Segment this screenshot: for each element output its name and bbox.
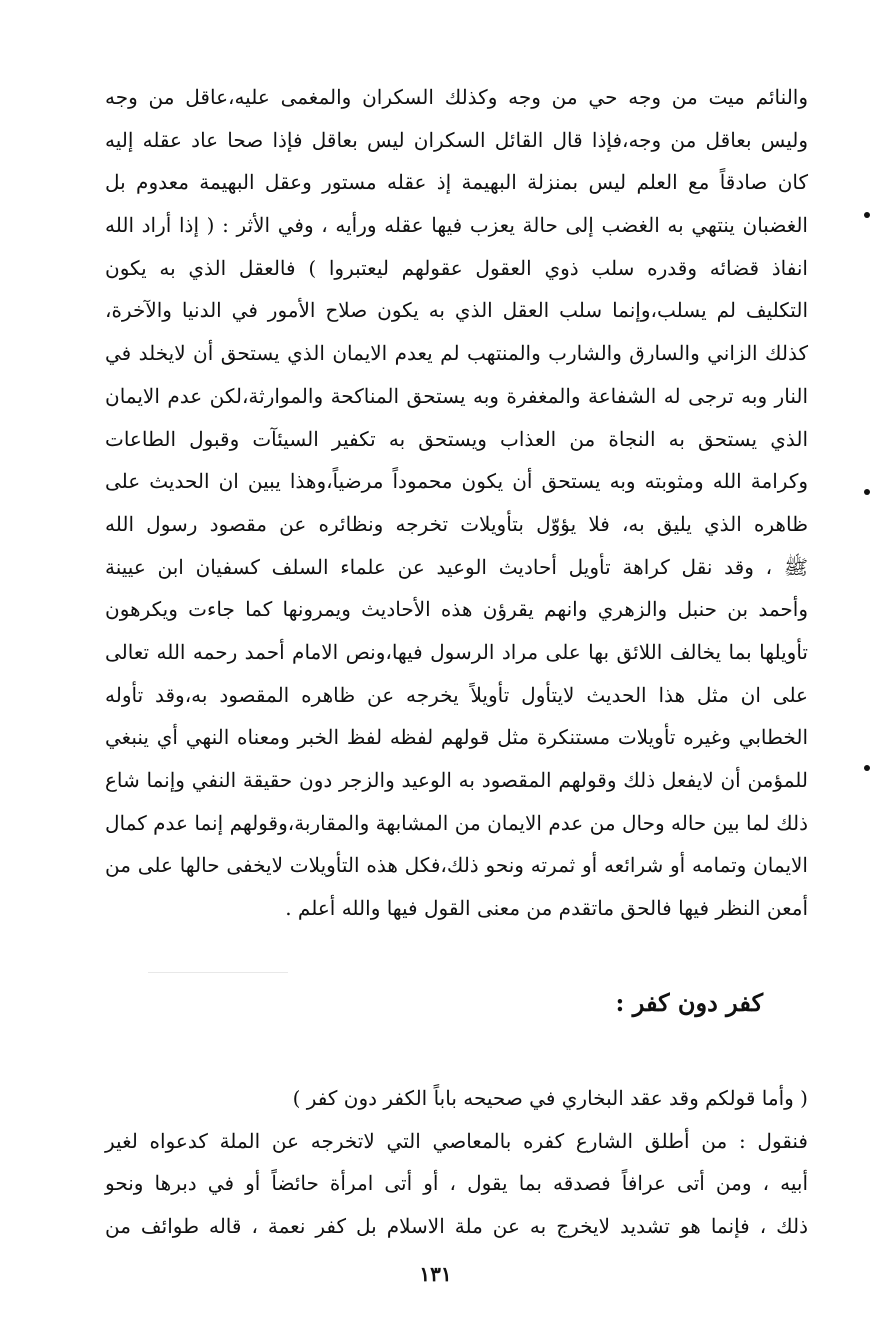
text-line: كان صادقاً مع العلم ليس بمنزلة البهيمة إذ عقله مستور وعقل البهيمة معدوم بل xyxy=(105,170,808,195)
text-line: ﷺ ، وقد نقل كراهة تأويل أحاديث الوعيد عن علماء السلف كسفيان ابن عيينة xyxy=(105,554,808,579)
text-line: على ان مثل هذا الحديث لايتأول تأويلاً يخرجه عن ظاهره المقصود به،وقد تأوله xyxy=(105,682,808,707)
text-line: تأويلها بما يخالف اللائق بها على مراد الرسول فيها،ونص الامام أحمد رحمه الله تعالى xyxy=(105,639,808,664)
text-line: الايمان وتمامه أو شرائعه أو ثمرته ونحو ذلك،فكل هذه التأويلات لايخفى حالها على من xyxy=(105,853,808,878)
text-line: أمعن النظر فيها فالحق ماتقدم من معنى القول فيها والله أعلم . xyxy=(285,896,808,921)
text-line: وكرامة الله ومثوبته وبه يستحق أن يكون محموداً مرضياً،وهذا يبين ان الحديث على xyxy=(105,469,808,494)
text-line: فنقول : من أطلق الشارع كفره بالمعاصي التي لاتخرجه عن الملة كدعواه لغير xyxy=(105,1128,808,1153)
text-line: أبيه ، ومن أتى عرافاً فصدقه بما يقول ، أو أتى امرأة حائضاً أو في دبرها ونحو xyxy=(105,1171,808,1196)
text-line: كذلك الزاني والسارق والشارب والمنتهب لم يعدم الايمان الذي يستحق أن لايخلد في xyxy=(105,341,808,366)
divider xyxy=(148,972,288,973)
text-line: وأحمد بن حنبل والزهري وانهم يقرؤن هذه الأحاديث ويمرونها كما جاءت ويكرهون xyxy=(105,597,808,622)
text-line: الذي يستحق به النجاة من العذاب ويستحق به تكفير السيئآت وقبول الطاعات xyxy=(105,426,808,451)
section-heading: كفر دون كفر : xyxy=(615,988,763,1017)
body-paragraph-1 xyxy=(105,76,808,930)
text-line: ذلك لما بين حاله وحال من عدم الايمان من المشابهة والمقاربة،وقولهم إنما عدم كمال xyxy=(105,810,808,835)
margin-mark xyxy=(864,489,870,495)
text-line: والنائم ميت من وجه حي من وجه وكذلك السكران والمغمى عليه،عاقل من وجه xyxy=(105,85,808,109)
text-line: انفاذ قضائه وقدره سلب ذوي العقول عقولهم ليعتبروا ) فالعقل الذي به يكون xyxy=(105,255,808,280)
body-paragraph-2 xyxy=(105,1077,808,1248)
text-line: النار وبه ترجى له الشفاعة والمغفرة وبه يستحق المناكحة والموارثة،لكن عدم الايمان xyxy=(105,383,808,408)
text-line: ظاهره الذي يليق به، فلا يؤوّل بتأويلات تخرجه ونظائره عن مقصود رسول الله xyxy=(105,511,808,536)
page-number: ١٣١ xyxy=(419,1262,452,1286)
text-line: الغضبان ينتهي به الغضب إلى حالة يعزب فيها عقله ورأيه ، وفي الأثر : ( إذا أراد الله xyxy=(105,213,808,238)
text-line: ( وأما قولكم وقد عقد البخاري في صحيحه باباً الكفر دون كفر ) xyxy=(292,1086,808,1110)
text-line: الخطابي وغيره تأويلات مستنكرة مثل قولهم لفظه لفظ الخبر ومعناه النهي أي ينبغي xyxy=(105,725,808,750)
text-line: ذلك ، فإنما هو تشديد لايخرج به عن ملة الاسلام بل كفر نعمة ، قاله طوائف من xyxy=(105,1214,808,1239)
text-line: للمؤمن أن لايفعل ذلك وقولهم المقصود به الوعيد والزجر دون حقيقة النفي وإنما شاع xyxy=(105,768,808,792)
margin-mark xyxy=(864,212,870,218)
text-line: وليس بعاقل من وجه،فإذا قال القائل السكران ليس بعاقل فإذا صحا عاد عقله إليه xyxy=(105,127,808,152)
margin-mark xyxy=(864,765,870,771)
text-line: التكليف لم يسلب،وإنما سلب العقل الذي به يكون صلاح الأمور في الدنيا والآخرة، xyxy=(105,298,808,323)
